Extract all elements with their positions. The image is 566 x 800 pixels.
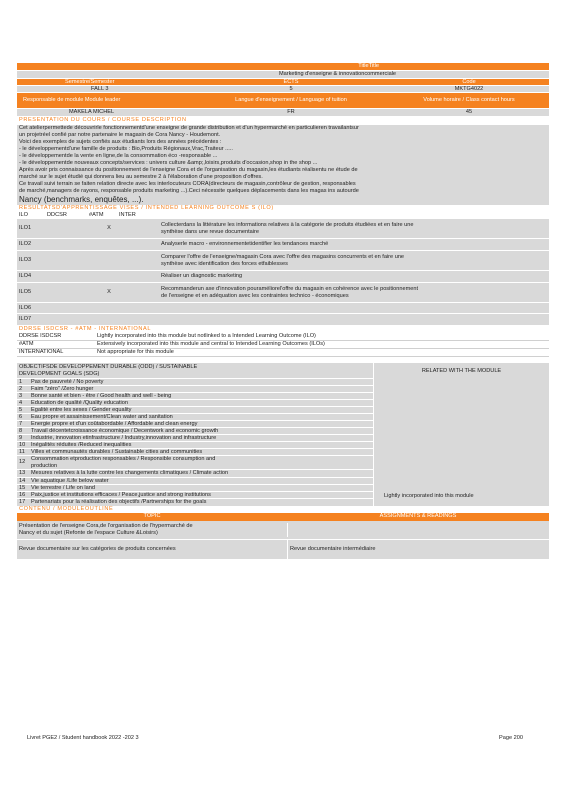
sdg-goal-text: Mesures relatives à la lutte contre les changements climatiques / Climate action (31, 470, 229, 476)
responsable-header-row (17, 93, 549, 109)
presentation-line: - le développementd'une famille de produits : Bio,Produits Régionaux,Vrac,Traiteur ..... (19, 146, 233, 152)
legend-value: Not appropriate for this module (97, 349, 174, 355)
legend-key: #ATM (19, 341, 34, 347)
sdg-goal-number: 10 (19, 442, 26, 448)
sdg-goal-number: 5 (19, 407, 23, 413)
ilo-text: synthèse dans une revue documentaire (161, 228, 259, 235)
sdg-goals-column (17, 363, 374, 506)
sdg-goal-text: Consommation etproduction responsables / Responsible consumption and (31, 455, 216, 462)
sdg-goal-text: Pas de pauvreté / No poverty (31, 379, 104, 385)
presentation-line: - le développementde nouveaux concepts/services : univers culture &amp;,loisirs,produits d'occasion,shop in the shop ... (19, 160, 318, 166)
sdg-goal (17, 499, 373, 506)
responsable-value: MAKELA MICHEL (69, 109, 115, 115)
sdg-goal-text: Vie terrestre / Life on land (31, 485, 95, 491)
sdg-goal-number: 13 (19, 470, 26, 476)
content-topic-text: Revue documentaire sur les catégories de produits concernées (19, 546, 176, 552)
ilo-row (17, 314, 549, 325)
presentation-line: marché sur le sujet étudié qui donnera lieu au semestre 2 à l'élaboration d'une proposition d'offres. (19, 174, 263, 180)
sdg-goal (17, 470, 373, 478)
ects-label: ECTS (283, 79, 299, 85)
title-value: Marketing d'enseigne & innovationcommerciale (279, 71, 397, 77)
sdg-goal-number: 3 (19, 393, 23, 399)
responsable-value-row (17, 109, 549, 117)
ilo-mark: X (107, 225, 111, 231)
semester-header-row (17, 79, 549, 86)
sdg-goal (17, 386, 373, 393)
content-assign-text: Revue documentaire intermédiaire (290, 546, 376, 552)
volume-label: Volume horaire / Class contact hours (423, 97, 515, 103)
sdg-heading-line-2: DEVELOPMENT GOALS (SDG) (19, 370, 100, 377)
legend-heading: DDRSE ISDCSR - #ATM - INTERNATIONAL (19, 326, 152, 332)
presentation-line: - le développementde la vente en ligne,de la consommation éco -responsable ... (19, 153, 218, 159)
ilo-row (17, 239, 549, 251)
sdg-goal-text: Paix,justice et institutions efficaces / Peace,justice and strong institutions (31, 492, 211, 498)
sdg-goal-number: 1 (19, 379, 23, 385)
sdg-goal-number: 6 (19, 414, 23, 420)
sdg-goal-text: Eau propre et assainissement/Clean water and sanitation (31, 414, 173, 420)
ilo-id: ILO7 (19, 316, 32, 322)
sdg-goal (17, 492, 373, 499)
presentation-line: de marché,managers de rayons, responsable produits marketing ...).Ceci nécessite quelques déplacements dans les magas ins autourde (19, 188, 359, 194)
legend-heading-row (17, 326, 549, 333)
sdg-goal-number: 14 (19, 478, 26, 484)
sdg-related-column (374, 363, 549, 506)
presentation-heading-row (17, 117, 549, 125)
footer-page-number: Page 200 (499, 735, 523, 741)
title-header-row (17, 63, 549, 71)
sdg-goal-number: 12 (19, 459, 26, 465)
sdg-goal-text: Partenariats pour la réalisation des objectifs /Partnerships for the goals (31, 499, 207, 505)
sdg-goal-text: Travail décentetcroissance économique / Decentwork and economic growth (31, 428, 219, 434)
sdg-goal (17, 435, 373, 442)
ilo-text: Comparer l'offre de l'enseigne/magasin Cora avec l'offre des magasins concurrents et en faire une (161, 253, 405, 260)
sdg-goal-number: 11 (19, 449, 25, 455)
language-value: FR (287, 109, 295, 115)
content-heading: CONTENU / MODULEOUTLINE (19, 506, 114, 512)
legend-row (17, 349, 549, 357)
content-topic-text: Présentation de l'enseigne Cora,de l'organisation de l'hypermarché de (19, 523, 193, 529)
presentation-last-line: Nancy (benchmarks, enquêtes, ...). (19, 195, 144, 204)
responsable-label: Responsable de module Module leader (23, 97, 121, 103)
sdg-goal-number: 4 (19, 400, 23, 406)
ilo-text: Analyserle macro - environnementetidentifier les tendances marché (161, 241, 329, 247)
content-topic-label: TOPIC (143, 513, 161, 519)
ilo-id: ILO1 (19, 225, 32, 231)
sdg-goal (17, 485, 373, 492)
sdg-related-label: RELATED WITH THE MODULE (421, 368, 502, 374)
sdg-goal (17, 407, 373, 414)
ilo-id: ILO2 (19, 241, 32, 247)
presentation-line: un projetréel confié par notre partenaire le magasin de Cora Nancy - Houdemont. (19, 132, 221, 138)
semester-value-row (17, 86, 549, 93)
code-value: MKTG4022 (454, 86, 484, 92)
ilo-id: ILO3 (19, 257, 32, 263)
presentation-block (17, 125, 549, 205)
sdg-goal-text: production (31, 462, 58, 469)
sdg-goal-text: Industrie, innovation etinfrastructure / Industry,innovation and infrastructure (31, 435, 217, 441)
volume-value: 45 (465, 109, 473, 115)
sdg-goal (17, 379, 373, 386)
sdg-goal-text: Faim "zéro" /Zero hunger (31, 386, 94, 392)
sdg-goal-number: 2 (19, 386, 23, 392)
sdg-goal-number: 9 (19, 435, 23, 441)
ilo-text: Réaliser un diagnostic marketing (161, 273, 243, 279)
code-label: Code (462, 79, 476, 85)
ilo-row (17, 283, 549, 303)
sdg-table (17, 363, 549, 506)
sdg-goal (17, 456, 373, 470)
semester-label: Semestre/Semester (65, 79, 115, 85)
ilo-heading: RESULTATSD'APPRENTISSAGE VISES / INTENDED LEARNING OUTCOME S (ILO) (19, 205, 274, 211)
ilo-table (17, 219, 549, 325)
ilo-text: Recommanderun axe d'innovation pouraméliorel'offre du magasin en cohérence avec le positionnement (161, 285, 419, 292)
sdg-goal-text: Bonne santé et bien - être / Good health and well - being (31, 393, 172, 399)
sdg-goal (17, 414, 373, 421)
ilo-text: Collecterdans la littérature les informations relatives à la catégorie de produits étudiées et en faire une (161, 221, 414, 228)
sdg-goal (17, 442, 373, 449)
footer-left: Livret PGE2 / Student handbook 2022 -202 3 (27, 735, 139, 741)
sdg-heading-line-1: OBJECTIFSDE DEVELOPPEMENT DURABLE (ODD) / SUSTAINABLE (19, 363, 198, 370)
title-label: TitleTitle (358, 63, 379, 69)
page-footer (27, 735, 523, 741)
sdg-goal-text: Villes et communautés durables / Sustainable cities and communities (31, 449, 203, 455)
sdg-heading-block (17, 363, 373, 379)
ects-value: 5 (289, 86, 293, 92)
course-sheet (17, 63, 549, 559)
sdg-goal-number: 17 (19, 499, 26, 505)
sdg-goal-text: Inégalités réduites /Reduced inequalities (31, 442, 132, 448)
sdg-goal (17, 428, 373, 435)
sdg-goal-number: 7 (19, 421, 23, 427)
presentation-line: Voici des exemples de sujets confiés aux étudiants lors des années précédentes : (19, 139, 222, 145)
ilo-col-atm: #ATM (89, 212, 104, 218)
content-row (17, 540, 549, 559)
title-value-row (17, 71, 549, 79)
content-topic-text: Nancy et du sujet (Refonte de l'espace Culture &Loisirs) (19, 530, 158, 536)
sdg-goal (17, 400, 373, 407)
content-heading-row (17, 506, 549, 513)
ilo-id: ILO4 (19, 273, 32, 279)
ilo-heading-row (17, 205, 549, 212)
sdg-goal-text: Egalité entre les sexes / Gender equality (31, 407, 132, 413)
sdg-goal-text: Energie propre et d'un coûtabordable / Affordable and clean energy (31, 421, 198, 427)
content-row (17, 521, 549, 540)
ilo-mark: X (107, 289, 111, 295)
legend-table (17, 333, 549, 357)
sdg-goal (17, 393, 373, 400)
legend-row (17, 333, 549, 341)
sdg-goal-number: 8 (19, 428, 23, 434)
ilo-col-ddcsr: DDCSR (47, 212, 67, 218)
ilo-row (17, 303, 549, 314)
presentation-heading: PRESENTATION DU COURS / COURSE DESCRIPTION (19, 117, 187, 123)
legend-value: Extensively incorporated into this module and central to Intended Learning Outcomes (ILOs) (97, 341, 325, 347)
legend-key: DDRSE ISDCSR (19, 333, 62, 339)
legend-row (17, 341, 549, 349)
ilo-row (17, 271, 549, 283)
presentation-line: Après avoir pris connaissance du positionnement de l'enseigne Cora et de l'organisation du magasin,les étudiants réalisentu ne étude de (19, 167, 358, 173)
content-assign-label: ASSIGNMENTS & READINGS (379, 513, 457, 519)
ilo-col-inter: INTER (119, 212, 136, 218)
sdg-goal-text: Education de qualité /Quality education (31, 400, 129, 406)
ilo-id: ILO6 (19, 304, 32, 311)
sdg-goal-number: 16 (19, 492, 26, 498)
ilo-row (17, 219, 549, 239)
ilo-text: synthèse avec identification des forces etfaiblesses (161, 260, 288, 267)
content-header-row (17, 513, 549, 521)
ilo-row (17, 251, 549, 271)
sdg-goal-text: Vie aquatique /Life below water (31, 478, 109, 484)
ilo-text: de l'enseigne et en adéquation avec les contraintes technico - économiques (161, 292, 349, 299)
legend-key: INTERNATIONAL (19, 349, 64, 355)
sdg-goal (17, 478, 373, 485)
legend-value: Lightly incorporated into this module but notlinked to a Intended Learning Outcome (ILO) (97, 333, 316, 339)
sdg-related-value: Lightly incorporated into this module (384, 493, 474, 499)
sdg-goal (17, 421, 373, 428)
semester-value: FALL 3 (91, 86, 109, 92)
ilo-id: ILO5 (19, 289, 32, 295)
ilo-col-ilo: ILO (19, 212, 29, 218)
presentation-line: Ce travail suivi terrain se faiten relation directe avec les interlocuteurs CORA(directeurs de magasin,contrôleur de gestion, responsables (19, 181, 356, 187)
presentation-line: Cet atelierpermettede découvrirle fonctionnementd'une enseigne de grande distribution et d'un hypermarché en particulieren travailantsur (19, 125, 359, 131)
language-label: Langue d'enseignement / Language of tuition (235, 97, 347, 103)
sdg-goal-number: 15 (19, 485, 26, 491)
ilo-column-headers (17, 212, 549, 219)
